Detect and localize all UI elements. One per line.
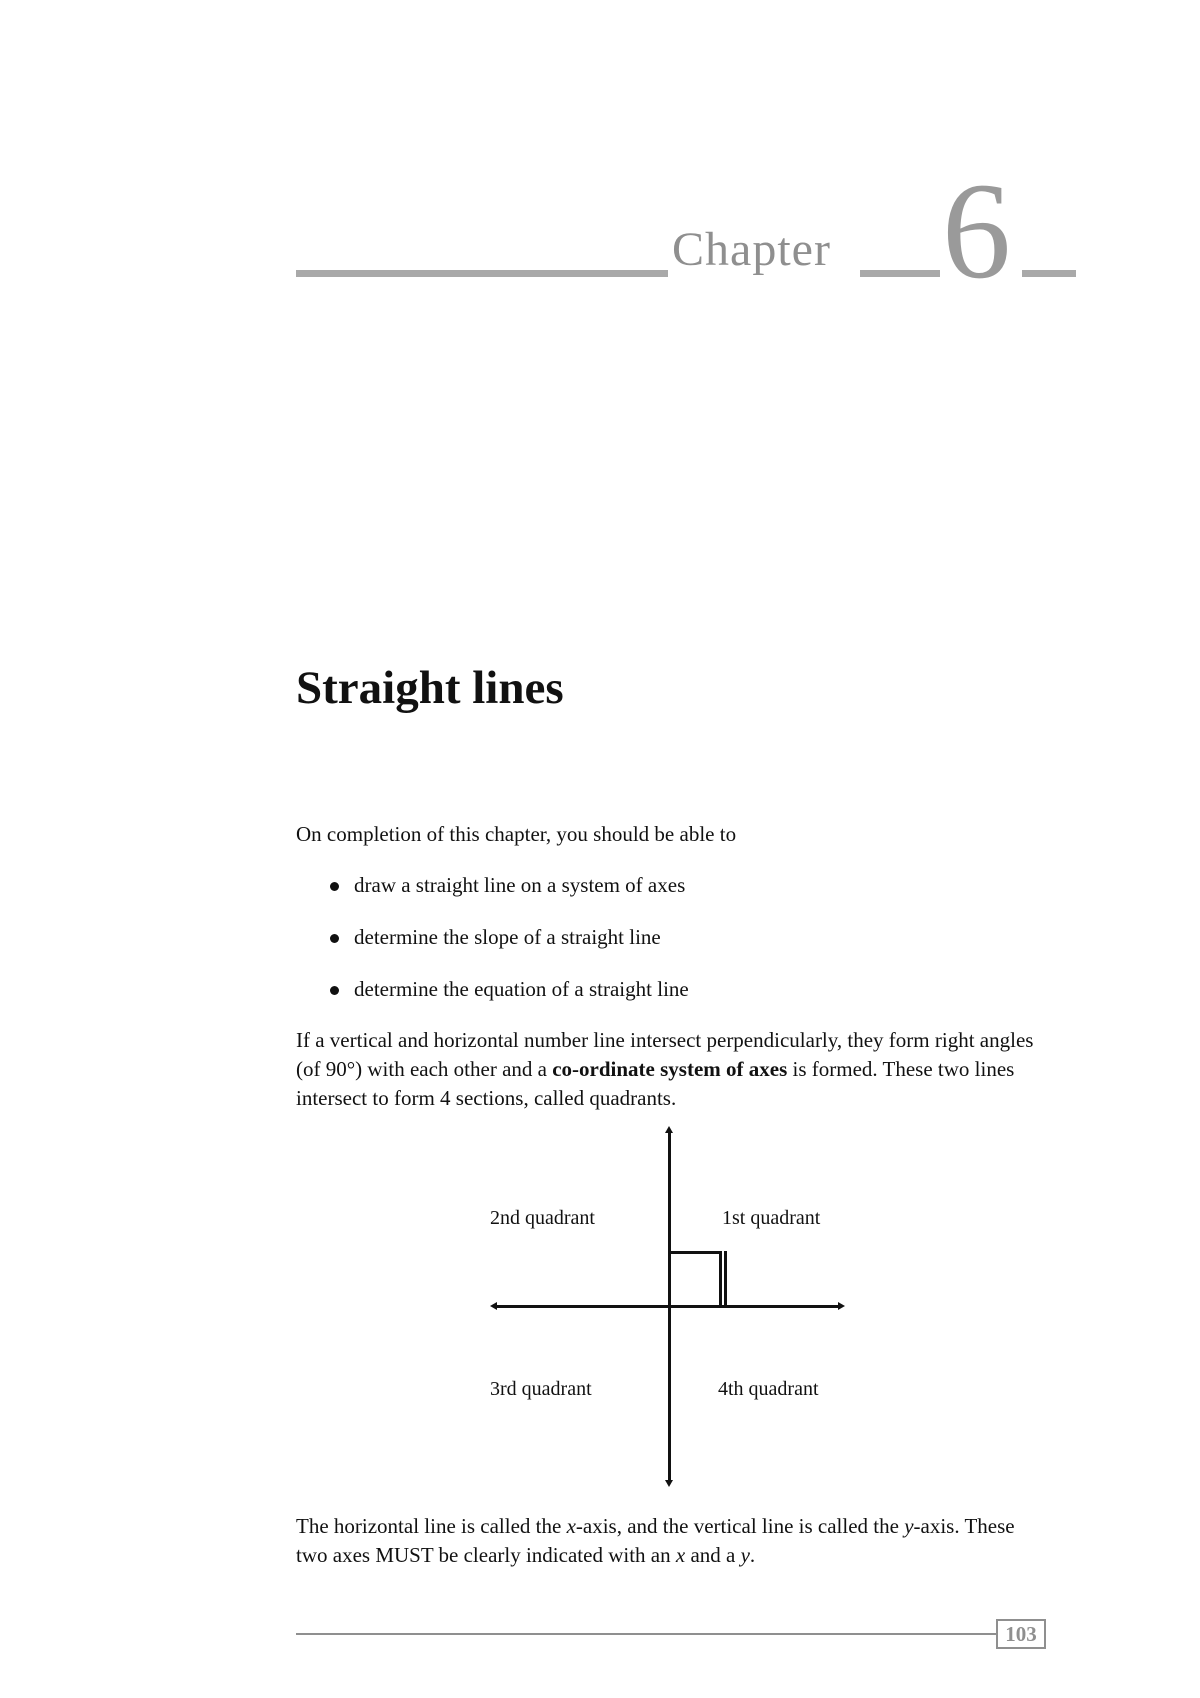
objectives-list bbox=[330, 873, 689, 1029]
paragraph-axis-names bbox=[296, 1512, 1041, 1570]
paragraph-text: -axis, and the vertical line is called the bbox=[575, 1514, 905, 1538]
math-var-x: x bbox=[675, 1543, 686, 1567]
right-angle-marker-side bbox=[724, 1251, 727, 1307]
paragraph-axes-definition bbox=[296, 1026, 1041, 1113]
objective-item bbox=[330, 977, 689, 1029]
paragraph-text: If a vertical and horizontal number line intersect perpendicularly, they form right angles (of 90°) with each other and a bbox=[296, 1028, 1034, 1081]
paragraph-text: -axis. These two axes MUST be clearly indicated with an bbox=[296, 1514, 1015, 1567]
arrow-up-icon bbox=[665, 1126, 673, 1133]
page-number: 103 bbox=[996, 1619, 1046, 1649]
quadrant-2-label: 2nd quadrant bbox=[490, 1207, 595, 1229]
arrow-right-icon bbox=[838, 1302, 845, 1310]
objective-item bbox=[330, 873, 689, 925]
header-rule-middle bbox=[860, 270, 940, 277]
bullet-icon bbox=[330, 882, 339, 891]
header-rule-right bbox=[1022, 270, 1076, 277]
arrow-left-icon bbox=[490, 1302, 497, 1310]
chapter-header bbox=[296, 154, 1076, 307]
paragraph-text: . bbox=[749, 1543, 756, 1567]
paragraph-text: is formed. These two lines intersect to form 4 sections, called quadrants. bbox=[296, 1057, 1015, 1110]
paragraph-text: and a bbox=[685, 1543, 741, 1567]
right-angle-marker bbox=[668, 1251, 722, 1305]
quadrant-4-label: 4th quadrant bbox=[718, 1378, 819, 1400]
math-var-y: y bbox=[740, 1543, 750, 1567]
paragraph-text: The horizontal line is called the bbox=[296, 1514, 567, 1538]
chapter-number: 6 bbox=[942, 154, 1011, 307]
objective-text: determine the slope of a straight line bbox=[354, 925, 661, 949]
chapter-title: Straight lines bbox=[296, 662, 564, 714]
quadrant-diagram bbox=[490, 1130, 850, 1490]
objective-text: draw a straight line on a system of axes bbox=[354, 873, 686, 897]
intro-text: On completion of this chapter, you should be able to bbox=[296, 822, 737, 846]
header-rule-left bbox=[296, 270, 668, 277]
math-var-y: y bbox=[904, 1514, 914, 1538]
quadrant-3-label: 3rd quadrant bbox=[490, 1378, 592, 1400]
bullet-icon bbox=[330, 934, 339, 943]
math-var-x: x bbox=[566, 1514, 576, 1538]
arrow-down-icon bbox=[665, 1480, 673, 1487]
bullet-icon bbox=[330, 986, 339, 995]
key-term: co-ordinate system of axes bbox=[552, 1057, 788, 1081]
objective-item bbox=[330, 925, 689, 977]
chapter-label: Chapter bbox=[672, 223, 831, 276]
y-axis-line bbox=[668, 1132, 671, 1482]
objective-text: determine the equation of a straight line bbox=[354, 977, 689, 1001]
footer-rule bbox=[296, 1633, 996, 1635]
quadrant-1-label: 1st quadrant bbox=[722, 1207, 821, 1229]
